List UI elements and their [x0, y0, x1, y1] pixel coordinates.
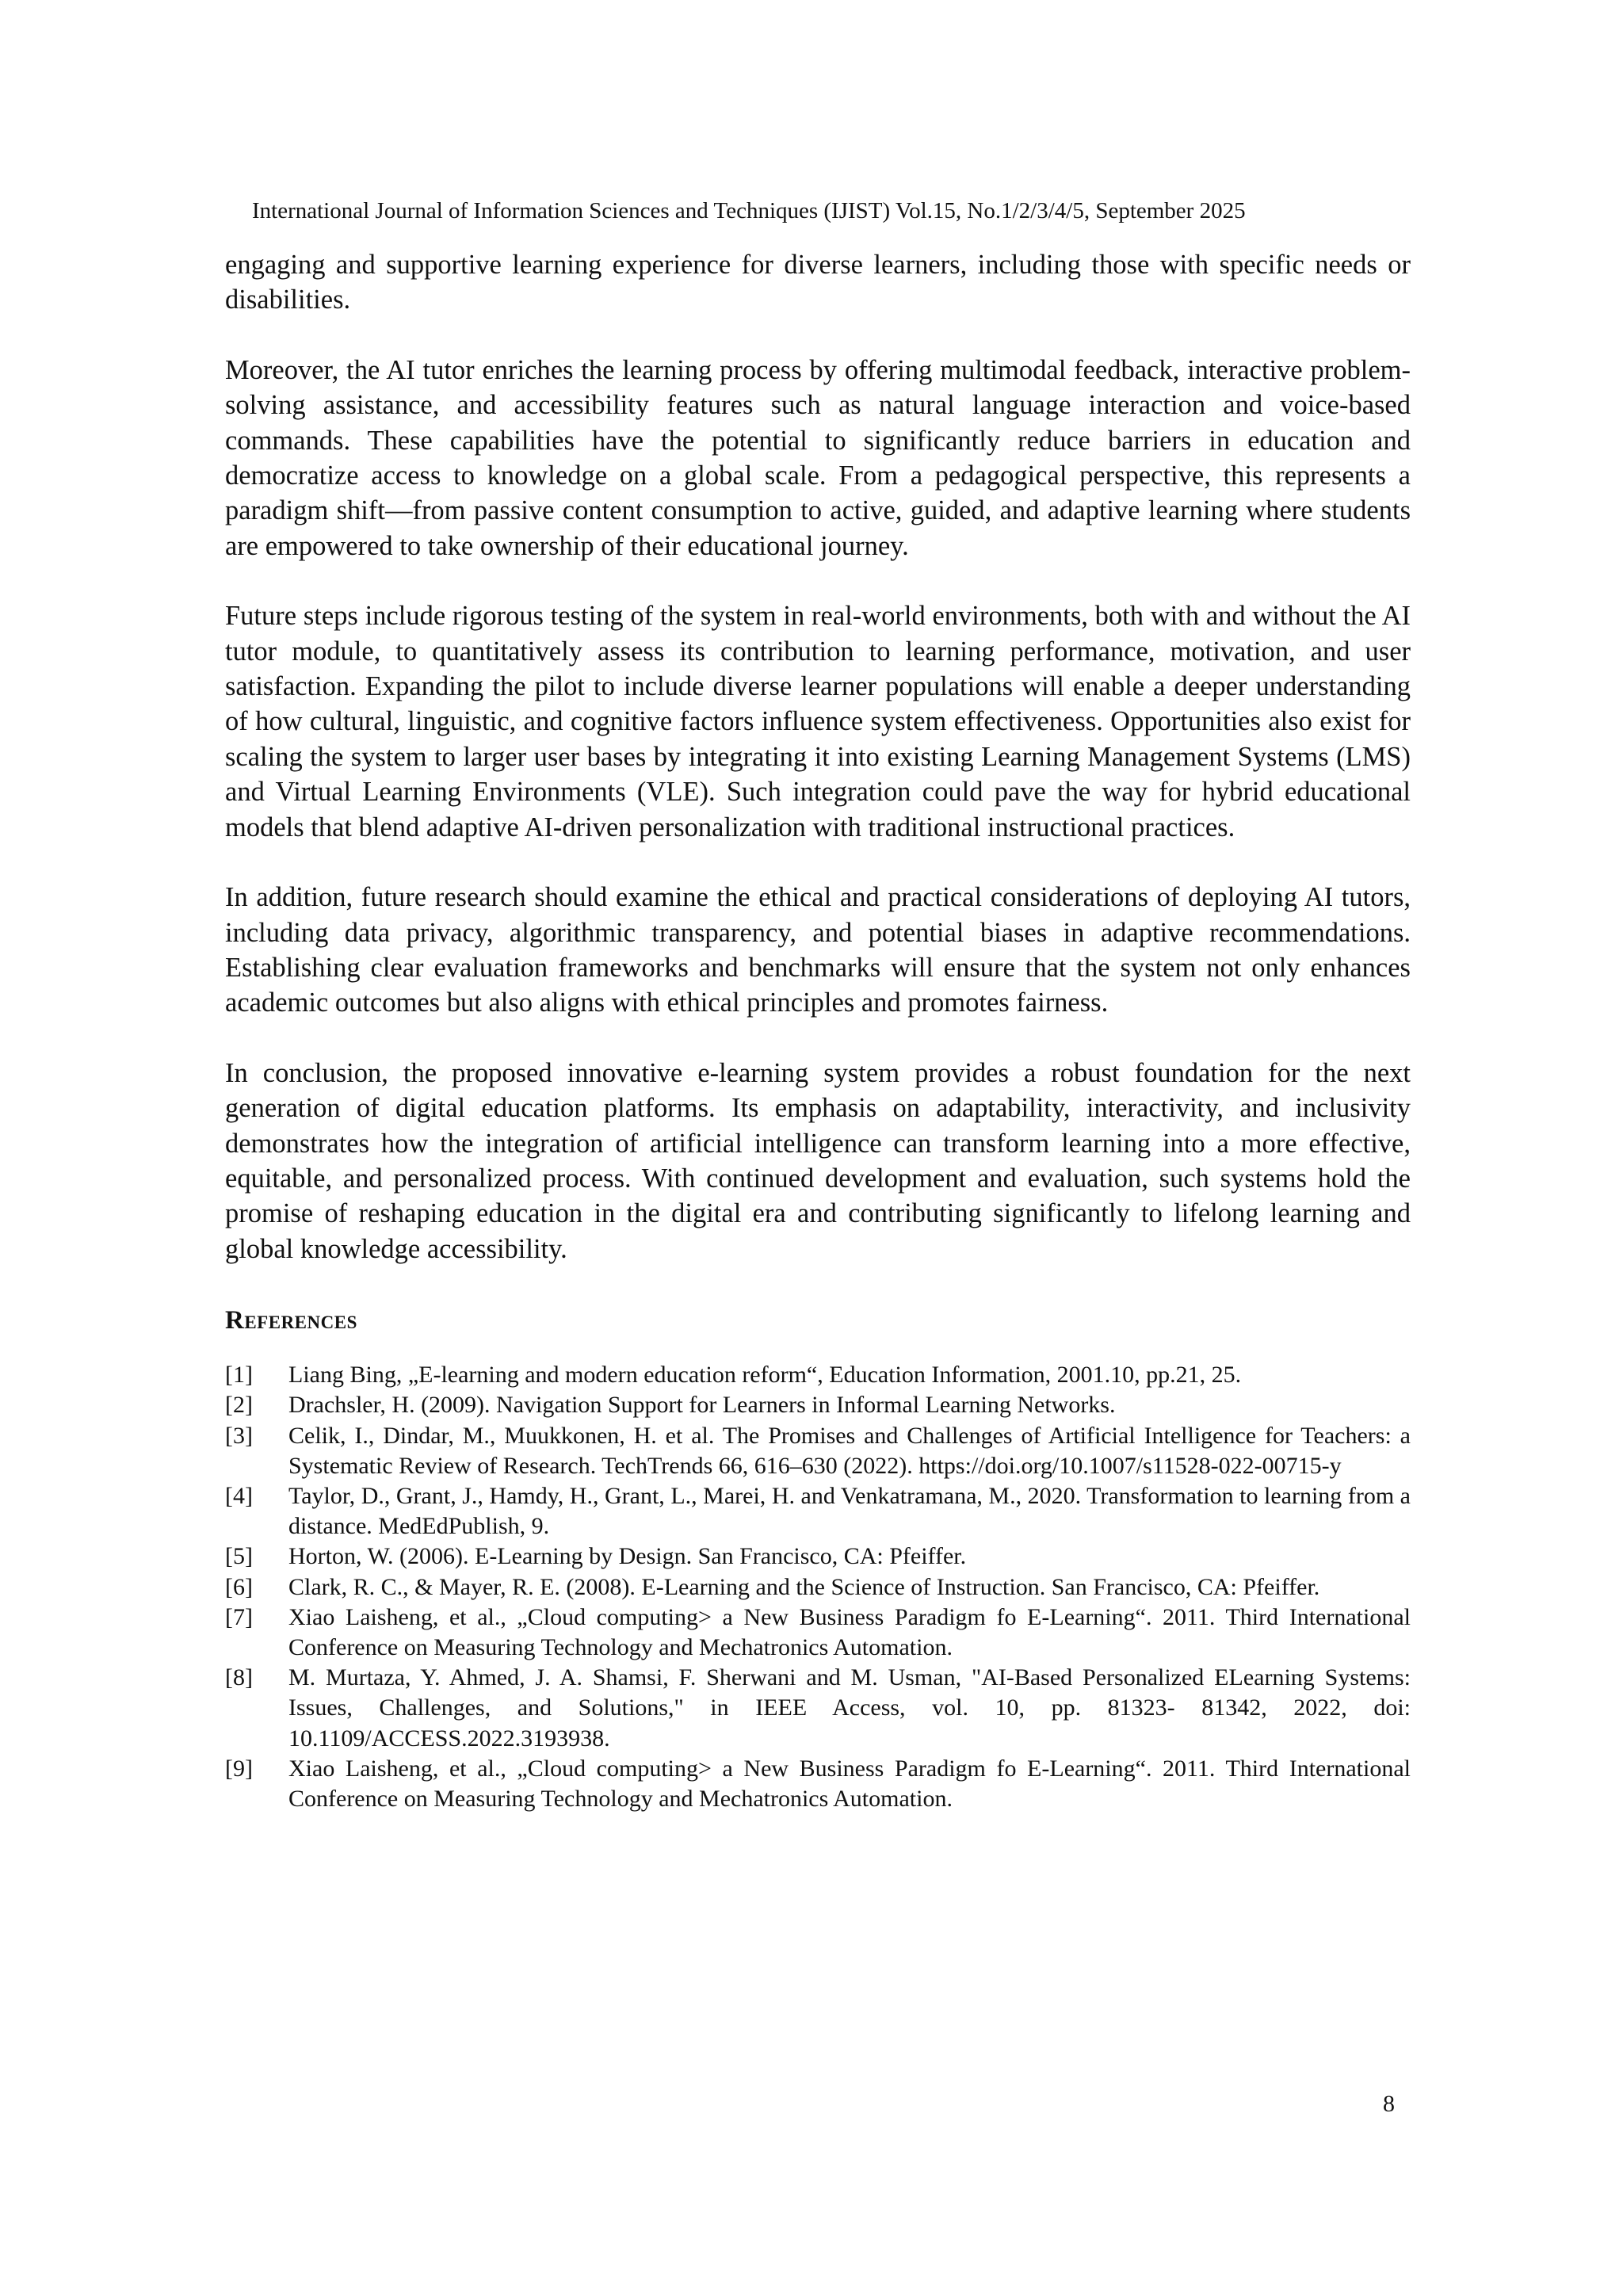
body-paragraph-5: In conclusion, the proposed innovative e-learning system provides a robust foundation for the next generation of digital education platforms. Its emphasis on adaptability, interactivity, and inclusivity demonstrates how the integration of artificial intelligence can transform learning into a more effective, equitable, and personalized process. With continued development and evaluation, such systems hold the promise of reshaping education in the digital era and contributing significantly to lifelong learning and global knowledge accessibility. [225, 1057, 1411, 1264]
reference-number: [6] [225, 1573, 253, 1600]
reference-item [225, 1572, 1411, 1603]
reference-list [225, 1360, 1411, 1814]
reference-item [225, 1360, 1411, 1390]
reference-number: [1] [225, 1362, 253, 1389]
reference-text: Xiao Laisheng, et al., „Cloud computing> a New Business Paradigm fo E-Learning“. 2011. Third International Conference on Measuring Technology and Mechatronics Automation. [288, 1603, 1411, 1660]
reference-item [225, 1541, 1411, 1572]
reference-number: [5] [225, 1543, 253, 1570]
reference-item [225, 1421, 1411, 1481]
reference-item [225, 1481, 1411, 1541]
references-heading: References [225, 1306, 357, 1335]
reference-text: Xiao Laisheng, et al., „Cloud computing> a New Business Paradigm fo E-Learning“. 2011. Third International Conference on Measuring Technology and Mechatronics Automation. [288, 1755, 1411, 1812]
reference-text: Clark, R. C., & Mayer, R. E. (2008). E-Learning and the Science of Instruction. San Francisco, CA: Pfeiffer. [288, 1573, 1320, 1600]
body-paragraph-4: In addition, future research should examine the ethical and practical considerations of deploying AI tutors, including data privacy, algorithmic transparency, and potential biases in adaptive recommendations. Establishing clear evaluation frameworks and benchmarks will ensure that the system not only enhances academic outcomes but also aligns with ethical principles and promotes fairness. [225, 882, 1411, 1018]
reference-text: Celik, I., Dindar, M., Muukkonen, H. et al. The Promises and Challenges of Artificial Intelligence for Teachers: a Systematic Review of Research. TechTrends 66, 616–630 (2022). https://doi.org/10.1007/s11528-022-00715-y [288, 1422, 1411, 1479]
reference-text: M. Murtaza, Y. Ahmed, J. A. Shamsi, F. Sherwani and M. Usman, "AI-Based Personalized ELearning Systems: Issues, Challenges, and Solutions," in IEEE Access, vol. 10, pp. 81323- 81342, 2022, doi: 10.1109/ACCESS.2022.3193938. [288, 1664, 1411, 1752]
reference-item [225, 1603, 1411, 1663]
reference-number: [2] [225, 1392, 253, 1419]
reference-text: Liang Bing, „E-learning and modern education reform“, Education Information, 2001.10, pp.21, 25. [288, 1362, 1242, 1389]
reference-number: [3] [225, 1422, 253, 1449]
reference-text: Horton, W. (2006). E-Learning by Design. San Francisco, CA: Pfeiffer. [288, 1543, 967, 1570]
running-header: International Journal of Information Sciences and Techniques (IJIST) Vol.15, No.1/2/3/4/5, September 2025 [252, 198, 1246, 223]
reference-number: [4] [225, 1482, 253, 1509]
body-paragraph-2: Moreover, the AI tutor enriches the learning process by offering multimodal feedback, interactive problem-solving assistance, and accessibility features such as natural language interaction and voice-based commands. These capabilities have the potential to significantly reduce barriers in education and democratize access to knowledge on a global scale. From a pedagogical perspective, this represents a paradigm shift—from passive content consumption to active, guided, and adaptive learning where students are empowered to take ownership of their educational journey. [225, 354, 1411, 561]
reference-number: [8] [225, 1664, 253, 1691]
reference-item [225, 1390, 1411, 1420]
page-content [225, 247, 1411, 1814]
reference-text: Taylor, D., Grant, J., Hamdy, H., Grant, L., Marei, H. and Venkatramana, M., 2020. Transformation to learning from a distance. MedEdPublish, 9. [288, 1482, 1411, 1540]
reference-item [225, 1754, 1411, 1814]
reference-text: Drachsler, H. (2009). Navigation Support for Learners in Informal Learning Networks. [288, 1392, 1116, 1419]
reference-number: [9] [225, 1755, 253, 1782]
reference-number: [7] [225, 1603, 253, 1630]
page-number: 8 [1383, 2091, 1395, 2117]
reference-item [225, 1663, 1411, 1754]
body-paragraph-1: engaging and supportive learning experience for diverse learners, including those with specific needs or disabilities. [225, 250, 1411, 315]
body-paragraph-3: Future steps include rigorous testing of the system in real-world environments, both with and without the AI tutor module, to quantitatively assess its contribution to learning performance, motivation, and user satisfaction. Expanding the pilot to include diverse learner populations will enable a deeper understanding of how cultural, linguistic, and cognitive factors influence system effectiveness. Opportunities also exist for scaling the system to larger user bases by integrating it into existing Learning Management Systems (LMS) and Virtual Learning Environments (VLE). Such integration could pave the way for hybrid educational models that blend adaptive AI-driven personalization with traditional instructional practices. [225, 601, 1411, 842]
